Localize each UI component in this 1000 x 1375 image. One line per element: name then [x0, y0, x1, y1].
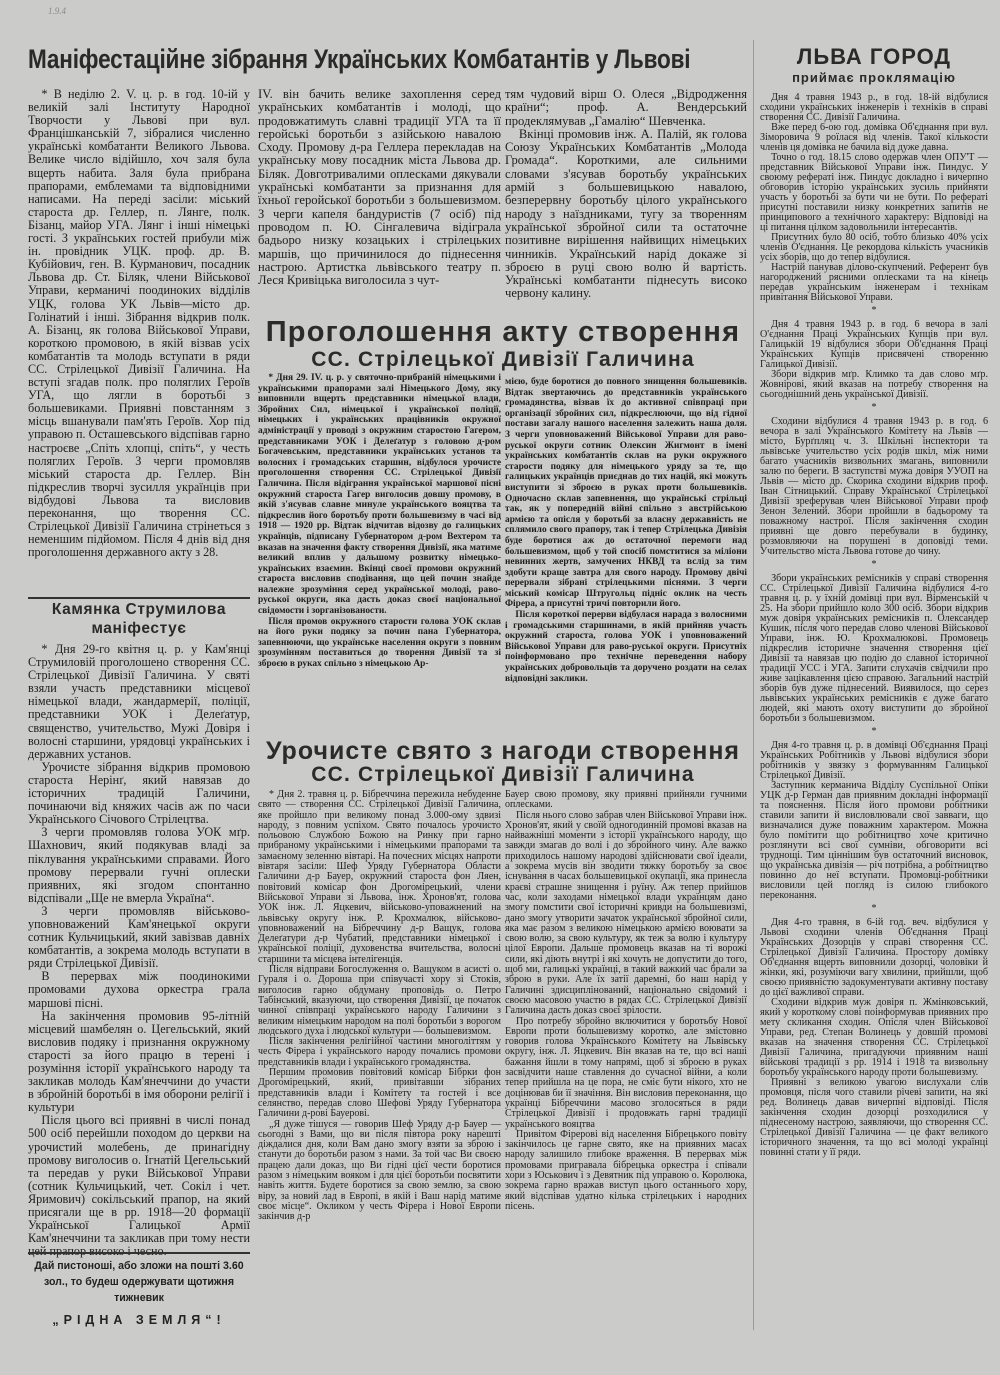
paragraph: * Дня 2. травня ц. р. Бібреччина пережила небуденне свято — створення СС. Стрілецької Дивізії Галичина, яке пройшло при великому понад 3.000-ому здвизі народу, з повним успіхом. Свято почалось урочисто польовою Службою Божою на Ринку при гарно прибраному українськими і німецькими прапорами та замаєному зеленню вівтарі. На почесних місцях напроти вівтаря засіли: Шеф Уряду Губернатора Области Галичини д-р Бауер, окружний староста фон Ляен, повітовий комісар фон Дрогомірецький, члени Військової Управи зі Львова, інж. Хронов'ят, голова УОК інж. Л. Яцкевич, військово-уповажнений на львівську округу інж. Р. Крохмалюк, військово-уповноважений на Бібреччину д-р Ващук, голова Делеґатури д-р Чубатий, представники німецької і української поліції, духовенства вчительства, волосні старшини та місцева інтелігенція.	[258, 789, 501, 965]
kamyanka-subtitle: маніфестує	[91, 620, 187, 637]
paragraph: Після цього всі приявні в числі понад 500 осіб перейшли походом до церкви на урочистий молебень, де принагідну промову виголосив о. Ігнатій Цегельський та передав у руки Військової Управи (сотник Кульчицький, чет. Сокіл і чет. Яримович) сокільський прапор, на який присягали ще в рр. 1918—20 формації Української Галицької Армії Кам'янеччини та закликав при тому нести	[28, 1113, 250, 1246]
paragraph: Збори відкрив мґр. Климко та дав слово мґр. Жовнірові, який вказав на потребу створення на сьогоднішний день української Дивізії.	[760, 369, 988, 400]
divider	[28, 1252, 250, 1254]
paragraph: Збори українських ремісників у справі створення СС. Стрілецької Дивізії Галичина відбулися 4-го травня ц. р. у їхній домівці при вул. Вірменській ч 25. На збори прийшло коло 300 осіб. Збори відкрив муж довіря українських ремісників п. Олександер Кушик, після чого передав слово членові Військової Управи, інж. Ю. Крохмалюкові. Промовець підкреслив історичне значення створення цієї Дивізії та навязав цю подію до славної історичної традиції УСС і УГА. Запити слухачів свідчили про живе зацікавлення цією справою. Загальний настрій зборів був дуже піднесений. Виявилося, що серез львівських українських ремісників є дуже багато людей, які мають охоту виступити до збройної боротьби з большевизмом.	[760, 573, 988, 724]
paragraph: Після нього слово забрав член Військової Управи інж. Хронов'ят, який у своїй одногодинній промові вказав на найважніші моменти з історії українського народу, що завжди змагав до волі і до збройного чину. Але важко приходилось нашому народові здійснювати свої ідеали, а зокрема мусів він зводити тяжку боротьбу за своє існування в часах большевицької окупації, яка принесла краєві страшне знищення і руїну. Аж тепер прийшов час, коли заходами німецької влади українцям дано змогу помстити свої історичні кривди на большевизмі, дано змогу утворити зачаток української збройної сили, яка має разом з великою німецькою армією воювати за свою волю, за свою культуру, як теж за волю і культуру цілої Европи. Дальше промовець вказав на ті ворожі сили, які діють внутрі і які хочуть не допустити до того, щоб ми, галицькі українці, в такий важкий час брали за зброю в руки. Але їх затії даремні, бо наш нарід у Галичині здисциплінований, національно свідомий і своєю масовою участю в рядах СС. Стрілецької Дивізії Галичина дасть доказ своєї зрілости.	[505, 809, 748, 1017]
section-separator: *	[871, 559, 877, 570]
celebration-subheadline: СС. Стрілецької Дивізії Галичина	[311, 763, 695, 786]
paragraph: IV. він бачить велике захоплення серед українських комбатантів і молоді, що продовжатимуть славні традиції УГА та її геройські боротьби з азійською навалою Сходу. Промову д-ра Геллера перекладав на українську мову посадник міста Львова др. Біляк. Довготривалими оплесками дякували українські комбатанти за признання для їхньої геройської боротьби з большевизмом. З черги капеля бандуристів (7 осіб) під проводом п. Ю. Сінгалевича відіграла бадьоро низку козацьких і стрілецьких маршів, що причинилося до піднесення настрою. Артистка львівського театру п. Леся Кривіцька виголосила з чут-	[258, 87, 501, 288]
paragraph: Настрій панував ділово-скупчений. Референт був нагороджений рясними оплесками та на кінець передав українським інженерам і технікам привітання Військової Управи.	[760, 262, 988, 303]
section-separator: *	[871, 305, 877, 316]
section-separator: *	[871, 726, 877, 737]
paragraph: Дня 4 травня 1943 р. в год. 6 вечора в залі О'єднання Праці Українських Купців при вул. Галицькій 19 відбулися збори Об'єднання Праці Українських Купців присвячені створенню Галицької Дивізії.	[760, 319, 988, 370]
paragraph: Після промов окружного старости голова УОК склав на його руки подяку за почин пана Губернатора, запевнюючи, що українське населення округи з повним зрозумінням поставиться до творення Дивізії та зі зброєю в руках спільно з німецькою Ар-	[258, 616, 501, 670]
paragraph: Присутних було 80 осіб, тобто близько 40% усіх членів О'єднання. Це рекордова кількість учасників усіх зборів, що до тепер відбулися.	[760, 232, 988, 263]
paragraph: Урочисте зібрання відкрив промовою староста Нерінґ, який навязав до історичних традицій Галичини, починаючи від княжих часів аж по часи Українського Січового Стрілецтва.	[28, 759, 250, 827]
paragraph: Першим промовив повітовий комісар Бібрки фон Дрогомірецький, який, привітавши зібраних представників влади і Комітету та гостей і все селянство, передав слово Шефові Уряду Губернатора Галичини д-рові Бауерові.	[258, 1067, 501, 1120]
paragraph: „Я дуже тішуся — говорив Шеф Уряду д-р Бауер — сьогодні з Вами, що ви після півтора року нарешті діждалися дня, коли Вам дано змогу взяти за зброю і станути до боротьби разом з нами. За той час Ви своєю працею дали доказ, що Ви гідні цієї чести боротися разом з німецьким вояком і для цієї боротьби посвятити навіть життя. Будете боротися за свою землю, за свою віру, за новий лад в Европі, в якій і Ваш нарід матиме своє місце“. Окликом у честь Фірера і Нової Европи закінчив д-р	[258, 1118, 501, 1223]
corner-handwritten-mark: 1.9.4	[48, 6, 66, 16]
section-separator: *	[871, 402, 877, 413]
paragraph: Після відправи Богослуження о. Ващуком в асисті о. Гураля і о. Дороша при співучасті хору зі Стоків, виголосив гарно обдуману проповідь о. Петро Табінський, вказуючи, що створення Дивізії, це початок чинної співпраці українського народу Галичини з великим німецьким народом на полі боротьби з ворогом людського духа і людської культури — большевизмом.	[258, 964, 501, 1037]
kamyanka-title: Камянка Струмилова	[51, 601, 227, 618]
manifest-article-col3	[505, 88, 747, 318]
paragraph: З черги промовляв голова УОК мґр. Шахнович, який подякував владі за піклування українськими справами. Його промову перервали гучні оплески приявних, які згодом спонтанно відспівали „Ще не вмерла Україна“.	[28, 825, 250, 905]
paragraph: В перервах між поодинокими промовами духова оркестра грала маршові пісні.	[28, 969, 250, 1010]
paragraph: Заступник керманича Відділу Суспільної Опіки УЦК д-р Герман дав приявним докладні інформації та пояснення. Після його промови робітники ставили запити й висловлювали свої завваги, що визначалися дуже поважним характером. Можна було помітити що робітництво хоче критично розглянути всі свої сумніви, обговорити всі труднощі. Тим ціннішим був остаточний висновок, що українська дивізія — річ потрібна, а робітництво повинно до неї вступати. Промовці-робітники висловили цей погляд із силою глибокого переконання.	[760, 780, 988, 901]
paragraph: Вкінці промовив інж. А. Палій, як голова Союзу Українських Комбатантів „Молода Громада“. Короткими, але сильними словами з'ясував боротьбу українських армій з большевицькою навалою, безперервну боротьбу цілого українського народу з наїздниками, тугу за творенням української збройної сили та остаточне позитивне вирішення найвищих німецьких чинників. Український нарід докаже зі зброєю в руці свою волю й вартість. Українські комбатанти піднесуть високо червону калину.	[505, 126, 747, 301]
paragraph: Приявні з великою увагою вислухали слів промовця, після чого ставили річеві запити, на які ред. Волинець давав вичерпні відповіді. Після закінчення сходин дозорці розходилися у піднесеному настрою, заявляючи, що створення СС. Стрілецької Дивізії Галичина — це факт великого історичного значення, та що всі молоді українці повинні стати у її ряди.	[760, 1077, 988, 1158]
paragraph: Сходини відкрив муж довіря п. Жмінковський, який у короткому слові поінформував приявних про мету скликання сходин. Опісля член Військової Управи, ред. Степан Волинець у довшій промові вказав на значення створення СС. Стрілецької Дивізії Галичина, пригадуючи приявним наші військові традиції з рр. 1914 і 1918 та визвольну боротьбу українського народу проти большевизму.	[760, 997, 988, 1078]
manifest-article-col2	[258, 88, 501, 314]
celebration-headline: Урочисте свято з нагоди створення	[265, 737, 741, 765]
proclamation-subheadline: СС. Стрілецької Дивізії Галичина	[311, 348, 695, 371]
paragraph: Після закінчення релігійної частини многоліттям у честь Фірера і українського народу почались промови представників влади і українського громадянства.	[258, 1036, 501, 1068]
column-divider	[753, 40, 754, 1330]
proclamation-headline: Проголошення акту створення	[265, 316, 741, 348]
proclamation-article-col2	[258, 373, 501, 735]
kamyanka-article	[28, 643, 250, 1249]
subscription-ad	[28, 1258, 250, 1328]
paragraph: * Дня 29-го квітня ц. р. у Кам'янці Струмиловій проголошено створення СС. Стрілецької Дивізії Галичина. У святі взяли участь представники місцевої німецької влади, жандармерії, поліції, представники УОК і Делеґатур, священство, учительство, Мужі Довіря і волосні старшини, урядовці українських і державних установ.	[28, 642, 250, 761]
ad-newspaper-title: „РІДНА ЗЕМЛЯ“!	[52, 1313, 226, 1327]
paragraph: З черги промовляв військово-уповноважений Кам'янецької округи сотник Кульчицький, який завізвав давніх комбатантів, а зокрема молодь вступати в ряди Стрілецької Дивізії.	[28, 903, 250, 971]
lviv-headline	[760, 44, 988, 85]
paragraph: * Дня 29. IV. ц. р. у святочно-прибраній німецькими і українськими прапорами залі Німецького Дому, яку виповнили вщерть представники німецької влади, Збройних Сил, німецької і української поліції, німецьких і українських працівників окружної адміністрації у проводі з окружним старостою Гагером, представниками УОК і Делеґатур з головою д-ром Богачевським, представники українських установ та волосних і громадських старшин, відбулося урочисте проголошення створення СС. Стрілецької Дивізії Галичина. Після відіграння української маршової пісні окружний староста Гагер виголосив довшу промову, в якій з'ясував славне минуле українського вояцтва та підкреслив його боротьбу проти большевизму в часі від 1918 — 1920 рр. Відтак відчитав відозву до галицьких українців, підписану Губернатором д-ром Вехтером та вказав на значення факту створення Дивізії, яка матиме великий вплив у дальшому розвитку німецько-українських взаємин. Вкінці своєї промови окружний староста висловив сподівання, що цей почин знайде належне зрозуміння серед української молоді, раво-руської округи, яка дасть доказ своєї національної свідомости і зорганізованости.	[258, 373, 501, 617]
paragraph: мією, буде боротися до повного знищення большевиків. Відтак звертаючись до представників українського громадянства, візвав їх до активної співпраці при організації збройних сил, підкреслюючи, що від гідної постави загалу нашого населення залежить наша доля. З черги уповноважений Військової Управи для раво-руської округи сотник Олексин Жигмонт в імені українських комбатантів склав на руки окружного старости подяку для німецького уряду за те, що галицьких українців приєднав до тих націй, які можуть виступити зі зброєю в руках проти большевиків. Одночасно склав запевнення, що українські стрільці так, як у попередній війні спільно з австрійською армією та опісля у боротьбі за власну державність не сплямило свого прапору, так і тепер Стрілецька Дивізія буде боротися аж до остаточної перемоги над большевизмом, щоб у той спосіб помститися за міліони невинних жертв, замучених НКВД та вслід за тим здобути краще завтра для свого народу. Промову двічі перервали зібрані стрілецькими піснями. З черги міський комісар Штругольц підніс оклик на честь Фірера, а присутні тричі повторили його.	[505, 377, 747, 610]
paragraph: тям чудовий вірш О. Олеся „Відродження країни“; проф. А. Вендерський продеклямував „Гамалію“ Шевченка.	[505, 87, 747, 128]
paragraph: Вже перед 6-ою год. домівка Об'єднання при вул. Зіморовича 9 роїлася від членів. Такої кількости членів ця домівка не бачила від дуже давна.	[760, 122, 988, 153]
manifest-article-col1	[28, 88, 250, 596]
paragraph: Про потребу збройно включитися у боротьбу Нової Европи проти большевизму коротко, але змістовно говорив голова Українського Комітету на Львівську округу, інж. Л. Яцкевич. Він вказав на те, що всі наші бажання йшли в тому напрямі, щоб зі зброєю в руках засвідчити наше ставлення до сучасної війни, а коли тепер прийшла на це пора, не сміє бути нікого, хто не доцінював би її значіння. Він висловив переконання, що українці Бібреччини масово зголосяться в ряди Стрілецької Дивізії і продовжать гарні традиції українського вояцтва	[505, 1015, 747, 1130]
ad-text: Дай пистоноші, або зложи на пошті 3.60 зол., то будеш одержувати щотижня тижневик	[34, 1260, 244, 1304]
paragraph: Привітом Фірерові від населення Бібрецького повіту закінчилось це гарне свято, яке на приявних масах народу залишило глибоке враження. В перервах між промовами пригравала бібрецька оркестра і співали хори з Юськович і з Девятник під управою о. Королюка, зокрема гарно вражав виступ цього останнього хору, який відспівав удатно кілька стрілецьких і народних пісень.	[505, 1128, 747, 1212]
divider	[28, 597, 250, 599]
paragraph: На закінчення промовив 95-літній місцевий шамбелян о. Цегельський, який висловив подяку і признання окружному старості за його працю в терені і розуміння історії українського народу та закликав молодь Кам'янеччини до участи в збройній боротьбі в імя оборони релігії і культури	[28, 1008, 250, 1115]
kamyanka-headline	[28, 600, 250, 638]
celebration-article-col3	[505, 790, 747, 1325]
paragraph: * В неділю 2. V. ц. р. в год. 10-ій у великій залі Інституту Народної Творчости у Львові при вул. Францішканській 7, зібралися численно українські комбатанти Великого Львова. Велике число відійшло, хоч заля була вщерть набита. Заля була прибрана прапорами, емблемами та відповідними написами. На переді засіли: міський староста др. Геллер, п. Лянге, полк. Бізанц, майор УГА. Лянг і інші німецькі гості. З українських гостей прибули між ін. провідник УЦК. проф. др. В. Кубійович, ген. В. Курманович, посадник Львова др. Ст. Біляк, члени Військової Управи, керманичі поодиноких відділів УЦК, голова УК Львів—місто др. Голінатий і інші. Зібрання відкрив полк. А. Бізанц, як голова Військової Управи, короткою промовою, в якій візвав усіх комбатантів та молодь вступати в ряди СС. Стрілецької Дивізії Галичина. На вступі згадав полк. про поляглих Героїв УГА, що лягли в боротьбі з большевиками. Приявні повстанням з місць вшанували пам'ять Героїв. Хор під управою п. Осташевського відспівав гарно настроєве „Спіть хлопці, спіть“, у честь поляглих Героїв. З черги промовляв міський староста др. Геллер. Він підкреслив творчі зусилля українців при відбудові Львова та висловив переконання, що творення СС. Стрілецької Дивізії Галичина стрінеться з неменшим підйомом. Після 4 днів від дня проголошення державного акту з 28.	[28, 87, 251, 560]
lviv-headline-subtitle: приймає проклямацію	[792, 70, 956, 85]
paragraph: Дня 4 травня 1943 р., в год. 18-ій відбулися сходини українських інженерів і техніків в справі створення СС. Дивізії Галичина.	[760, 92, 988, 123]
lviv-article	[760, 93, 988, 1328]
section-separator: *	[871, 903, 877, 914]
paragraph: Точно о год. 18.15 слово одержав член ОПУ'Т — представник Військової Управи інж. Пиндус. У своюму рефераті інж. Пиндус докладно і вичерпно обговорив історію українських зусиль прийняти участь у боротьбі за бути чи не бути. По рефераті присутні поставили низку конкретних запитів не принципового а технічного характеру: Відповіді на ці питання цілком задовольнили інтересантів.	[760, 152, 988, 233]
paragraph: Після короткої перерви відбулася нарада з волосними і громадськими старшинами, в якій прийняв участь окружний староста, голова УОК і уповноважений Військової Управи для раво-руської округи. Присутніх поінформовано про технічне переведення набору українських добровольців та доручено роздати на селах відповідні заклики.	[505, 610, 747, 684]
paragraph: Сходини відбулися 4 травня 1943 р. в год. 6 вечора в залі Українського Комітету на Львів — місто, Бурґпляц ч. 3. Шкільні інспектори та львівське учительство усіх родів шкіл, між ними багато учасників визвольних змагань, виповнили залю по береги. В заступстві мужа довіря УУОП на Львів — місто др. Скорика сходини відкрив проф. Іван Сітницький. Справу Української Стрілецької Дивізії зреферував член Військової Управи проф Зенон Зелений. Збори пройшли в бадьорому та поважному настрої. Після закінчення сходин приявні ще довго перебували в будинку, розмовляючи на порушені в доповіді теми. Учительство міста Львова готове до чину.	[760, 416, 988, 557]
paragraph: Дня 4-го травня ц. р. в домівці Об'єднання Праці Українських Робітників у Львові відбулися збори робітників у звязку з формуванням Галицької Стрілецької Дивізії.	[760, 740, 988, 781]
main-headline: Маніфестаційне зібрання Українських Комбатантів у Львові	[28, 44, 691, 74]
lviv-headline-title: ЛЬВА ГОРОД	[796, 44, 952, 69]
proclamation-article-col3	[505, 377, 747, 733]
celebration-article-col2	[258, 790, 501, 1325]
paragraph: Бауер свою промову, яку приявні прийняли гучними оплесками.	[505, 789, 747, 811]
paragraph: Дня 4-го травня, в 6-ій год. веч. відбулися у Львові сходини членів Об'єднання Праці Українських Дозорців у справі створення СС. Стрілецької Дивізії Галичина. Простору домівку Об'єднання вщерть виповнили дозорці, чоловіки й жінки, які, розуміючи вагу хвилини, прийшли, щоб своєю приявністю задокументувати активну поставу до цієї важливої справи.	[760, 917, 988, 998]
